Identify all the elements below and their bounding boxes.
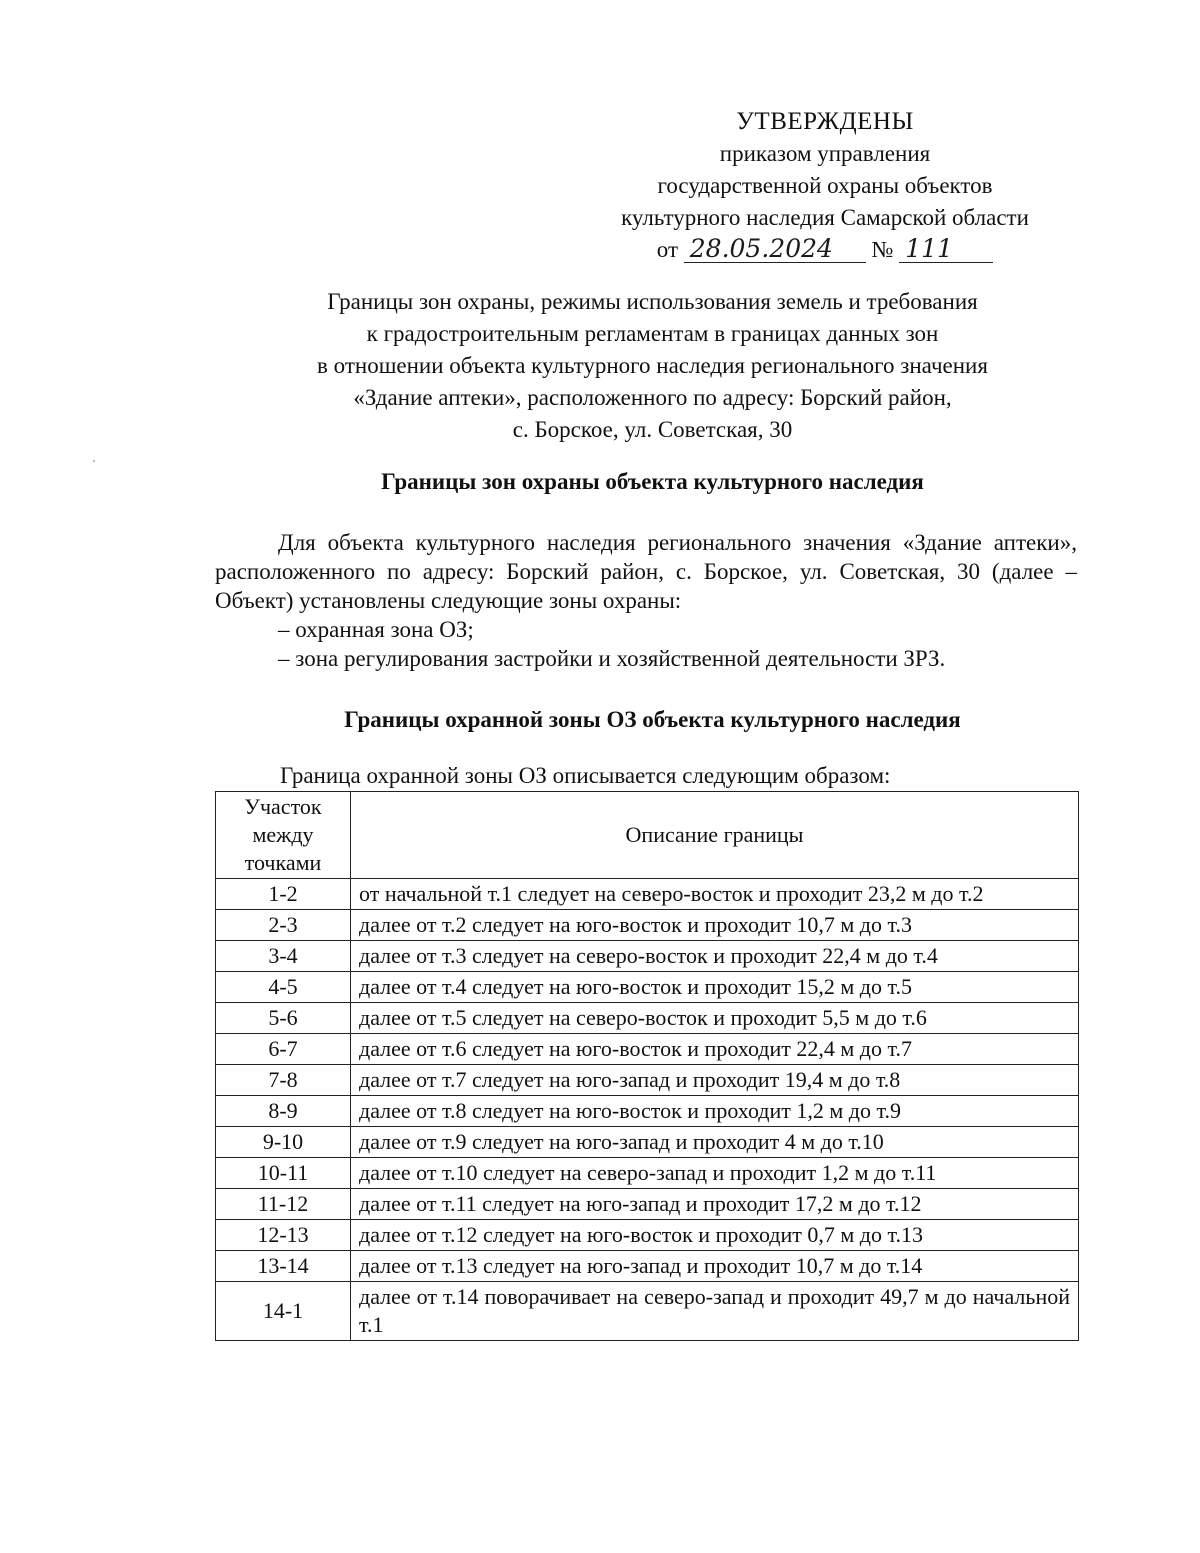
segment-cell: 7-8 [216,1065,351,1096]
zones-paragraph: Для объекта культурного наследия регионального значения «Здание аптеки», расположенного по адресу: Борский район, с. Борское, ул. Советская, 30 (далее – Объект) установлены следующие зоны охраны: [215,530,1077,613]
approval-line-2: государственной охраны объектов [657,173,993,198]
description-cell: далее от т.11 следует на юго-запад и проходит 17,2 м до т.12 [351,1189,1079,1220]
table-row [216,910,1079,941]
title-line-5: с. Борское, ул. Советская, 30 [512,417,793,442]
segment-cell: 2-3 [216,910,351,941]
description-cell: далее от т.14 поворачивает на северо-запад и проходит 49,7 м до начальной т.1 [351,1282,1079,1341]
boundary-table [215,791,1079,1341]
description-cell: далее от т.4 следует на юго-восток и проходит 15,2 м до т.5 [351,972,1079,1003]
zone-item-zrz: – зона регулирования застройки и хозяйственной деятельности ЗРЗ. [278,646,946,671]
segment-cell: 11-12 [216,1189,351,1220]
header-segment-label: Участок между точками [244,794,322,875]
description-cell: далее от т.7 следует на юго-запад и проходит 19,4 м до т.8 [351,1065,1079,1096]
number-prefix: № [871,237,894,262]
description-cell: далее от т.6 следует на юго-восток и проходит 22,4 м до т.7 [351,1034,1079,1065]
segment-cell: 5-6 [216,1003,351,1034]
section-heading-zones: Границы зон охраны объекта культурного наследия [381,469,924,494]
table-row [216,1034,1079,1065]
table-row [216,1096,1079,1127]
zone-item-oz: – охранная зона ОЗ; [278,617,474,642]
header-segment [216,792,351,879]
approval-stamp: УТВЕРЖДЕНЫ [736,108,914,135]
title-line-1: Границы зон охраны, режимы использования земель и требования [327,289,978,314]
approval-date-line [560,234,1090,266]
segment-cell: 9-10 [216,1127,351,1158]
segment-cell: 8-9 [216,1096,351,1127]
section-body-zones [215,528,1077,673]
document-title [230,286,1075,446]
description-cell: далее от т.12 следует на юго-восток и проходит 0,7 м до т.13 [351,1220,1079,1251]
scan-speck [93,460,95,462]
table-row [216,1220,1079,1251]
approval-line-1: приказом управления [719,141,931,166]
description-cell: далее от т.5 следует на северо-восток и проходит 5,5 м до т.6 [351,1003,1079,1034]
section-heading-oz: Границы охранной зоны ОЗ объекта культурного наследия [344,707,961,732]
description-cell: далее от т.2 следует на юго-восток и проходит 10,7 м до т.3 [351,910,1079,941]
title-line-2: к градостроительным регламентам в границах данных зон [366,321,939,346]
table-row [216,1158,1079,1189]
table-row [216,941,1079,972]
description-cell: от начальной т.1 следует на северо-восток и проходит 23,2 м до т.2 [351,879,1079,910]
segment-cell: 6-7 [216,1034,351,1065]
table-row [216,972,1079,1003]
approval-block [560,106,1090,266]
header-description: Описание границы [351,792,1079,879]
table-row [216,1127,1079,1158]
description-cell: далее от т.10 следует на северо-запад и проходит 1,2 м до т.11 [351,1158,1079,1189]
segment-cell: 4-5 [216,972,351,1003]
segment-cell: 13-14 [216,1251,351,1282]
handwritten-number: 111 [899,236,993,263]
segment-cell: 14-1 [216,1282,351,1341]
table-row [216,1003,1079,1034]
description-cell: далее от т.9 следует на юго-запад и проходит 4 м до т.10 [351,1127,1079,1158]
segment-cell: 3-4 [216,941,351,972]
segment-cell: 10-11 [216,1158,351,1189]
description-cell: далее от т.8 следует на юго-восток и проходит 1,2 м до т.9 [351,1096,1079,1127]
table-row [216,1065,1079,1096]
table-row [216,879,1079,910]
table-intro: Граница охранной зоны ОЗ описывается следующим образом: [280,763,891,788]
description-cell: далее от т.3 следует на северо-восток и проходит 22,4 м до т.4 [351,941,1079,972]
table-row [216,1189,1079,1220]
description-cell: далее от т.13 следует на юго-запад и проходит 10,7 м до т.14 [351,1251,1079,1282]
table-row [216,1251,1079,1282]
table-row [216,1282,1079,1341]
title-line-3: в отношении объекта культурного наследия регионального значения [317,353,988,378]
segment-cell: 12-13 [216,1220,351,1251]
handwritten-date: 28.05.2024 [684,236,866,263]
table-header-row [216,792,1079,879]
segment-cell: 1-2 [216,879,351,910]
title-line-4: «Здание аптеки», расположенного по адресу: Борский район, [353,385,952,410]
date-prefix: от [656,237,679,262]
approval-line-3: культурного наследия Самарской области [621,205,1029,230]
